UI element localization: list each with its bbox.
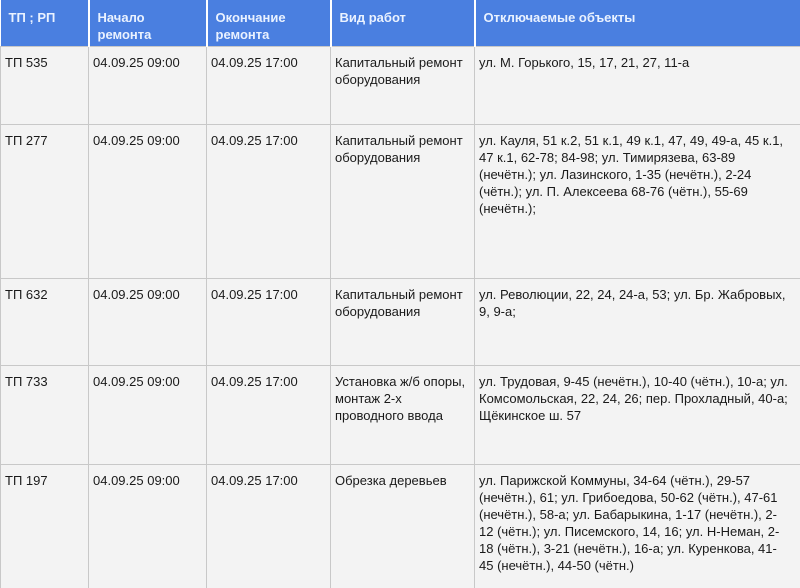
cell-tp: ТП 733 bbox=[1, 365, 89, 464]
cell-work: Установка ж/б опоры, монтаж 2-х проводного ввода bbox=[331, 365, 475, 464]
cell-tp: ТП 535 bbox=[1, 46, 89, 124]
cell-work: Обрезка деревьев bbox=[331, 464, 475, 588]
cell-objects: ул. М. Горького, 15, 17, 21, 27, 11-а bbox=[475, 46, 800, 124]
table-row bbox=[1, 464, 800, 588]
cell-start: 04.09.25 09:00 bbox=[89, 278, 207, 365]
cell-objects: ул. Кауля, 51 к.2, 51 к.1, 49 к.1, 47, 49, 49-а, 45 к.1, 47 к.1, 62-78; 84-98; ул. Тимирязева, 63-89 (нечётн.); ул. Лазинского, 1-35 (нечётн.), 2-24 (чётн.); ул. П. Алексеева 68-76 (чётн.), 55-69 (нечётн.); bbox=[475, 124, 800, 278]
cell-objects: ул. Революции, 22, 24, 24-а, 53; ул. Бр. Жабровых, 9, 9-а; bbox=[475, 278, 800, 365]
header-work: Вид работ bbox=[331, 0, 475, 46]
cell-start: 04.09.25 09:00 bbox=[89, 464, 207, 588]
cell-end: 04.09.25 17:00 bbox=[207, 124, 331, 278]
cell-start: 04.09.25 09:00 bbox=[89, 124, 207, 278]
cell-objects: ул. Трудовая, 9-45 (нечётн.), 10-40 (чётн.), 10-а; ул. Комсомольская, 22, 24, 26; пер. Прохладный, 40-а; Щёкинское ш. 57 bbox=[475, 365, 800, 464]
table-row bbox=[1, 124, 800, 278]
cell-end: 04.09.25 17:00 bbox=[207, 278, 331, 365]
cell-work: Капитальный ремонт оборудования bbox=[331, 124, 475, 278]
header-start: Начало ремонта bbox=[89, 0, 207, 46]
cell-end: 04.09.25 17:00 bbox=[207, 464, 331, 588]
table-row bbox=[1, 365, 800, 464]
table-row bbox=[1, 278, 800, 365]
cell-start: 04.09.25 09:00 bbox=[89, 46, 207, 124]
header-end: Окончание ремонта bbox=[207, 0, 331, 46]
cell-end: 04.09.25 17:00 bbox=[207, 46, 331, 124]
header-objects: Отключаемые объекты bbox=[475, 0, 800, 46]
cell-end: 04.09.25 17:00 bbox=[207, 365, 331, 464]
cell-start: 04.09.25 09:00 bbox=[89, 365, 207, 464]
header-row bbox=[1, 0, 800, 46]
cell-work: Капитальный ремонт оборудования bbox=[331, 46, 475, 124]
cell-tp: ТП 277 bbox=[1, 124, 89, 278]
header-tp: ТП ; РП bbox=[1, 0, 89, 46]
cell-tp: ТП 632 bbox=[1, 278, 89, 365]
cell-work: Капитальный ремонт оборудования bbox=[331, 278, 475, 365]
table-row bbox=[1, 46, 800, 124]
cell-tp: ТП 197 bbox=[1, 464, 89, 588]
cell-objects: ул. Парижской Коммуны, 34-64 (чётн.), 29-57 (нечётн.), 61; ул. Грибоедова, 50-62 (чётн.), 47-61 (нечётн.), 58-а; ул. Бабарыкина, 1-17 (нечётн.), 2-12 (чётн.); ул. Писемского, 14, 16; ул. Н-Неман, 2-18 (чётн.), 3-21 (нечётн.), 16-а; ул. Куренкова, 41-45 (нечётн.), 44-50 (чётн.) bbox=[475, 464, 800, 588]
